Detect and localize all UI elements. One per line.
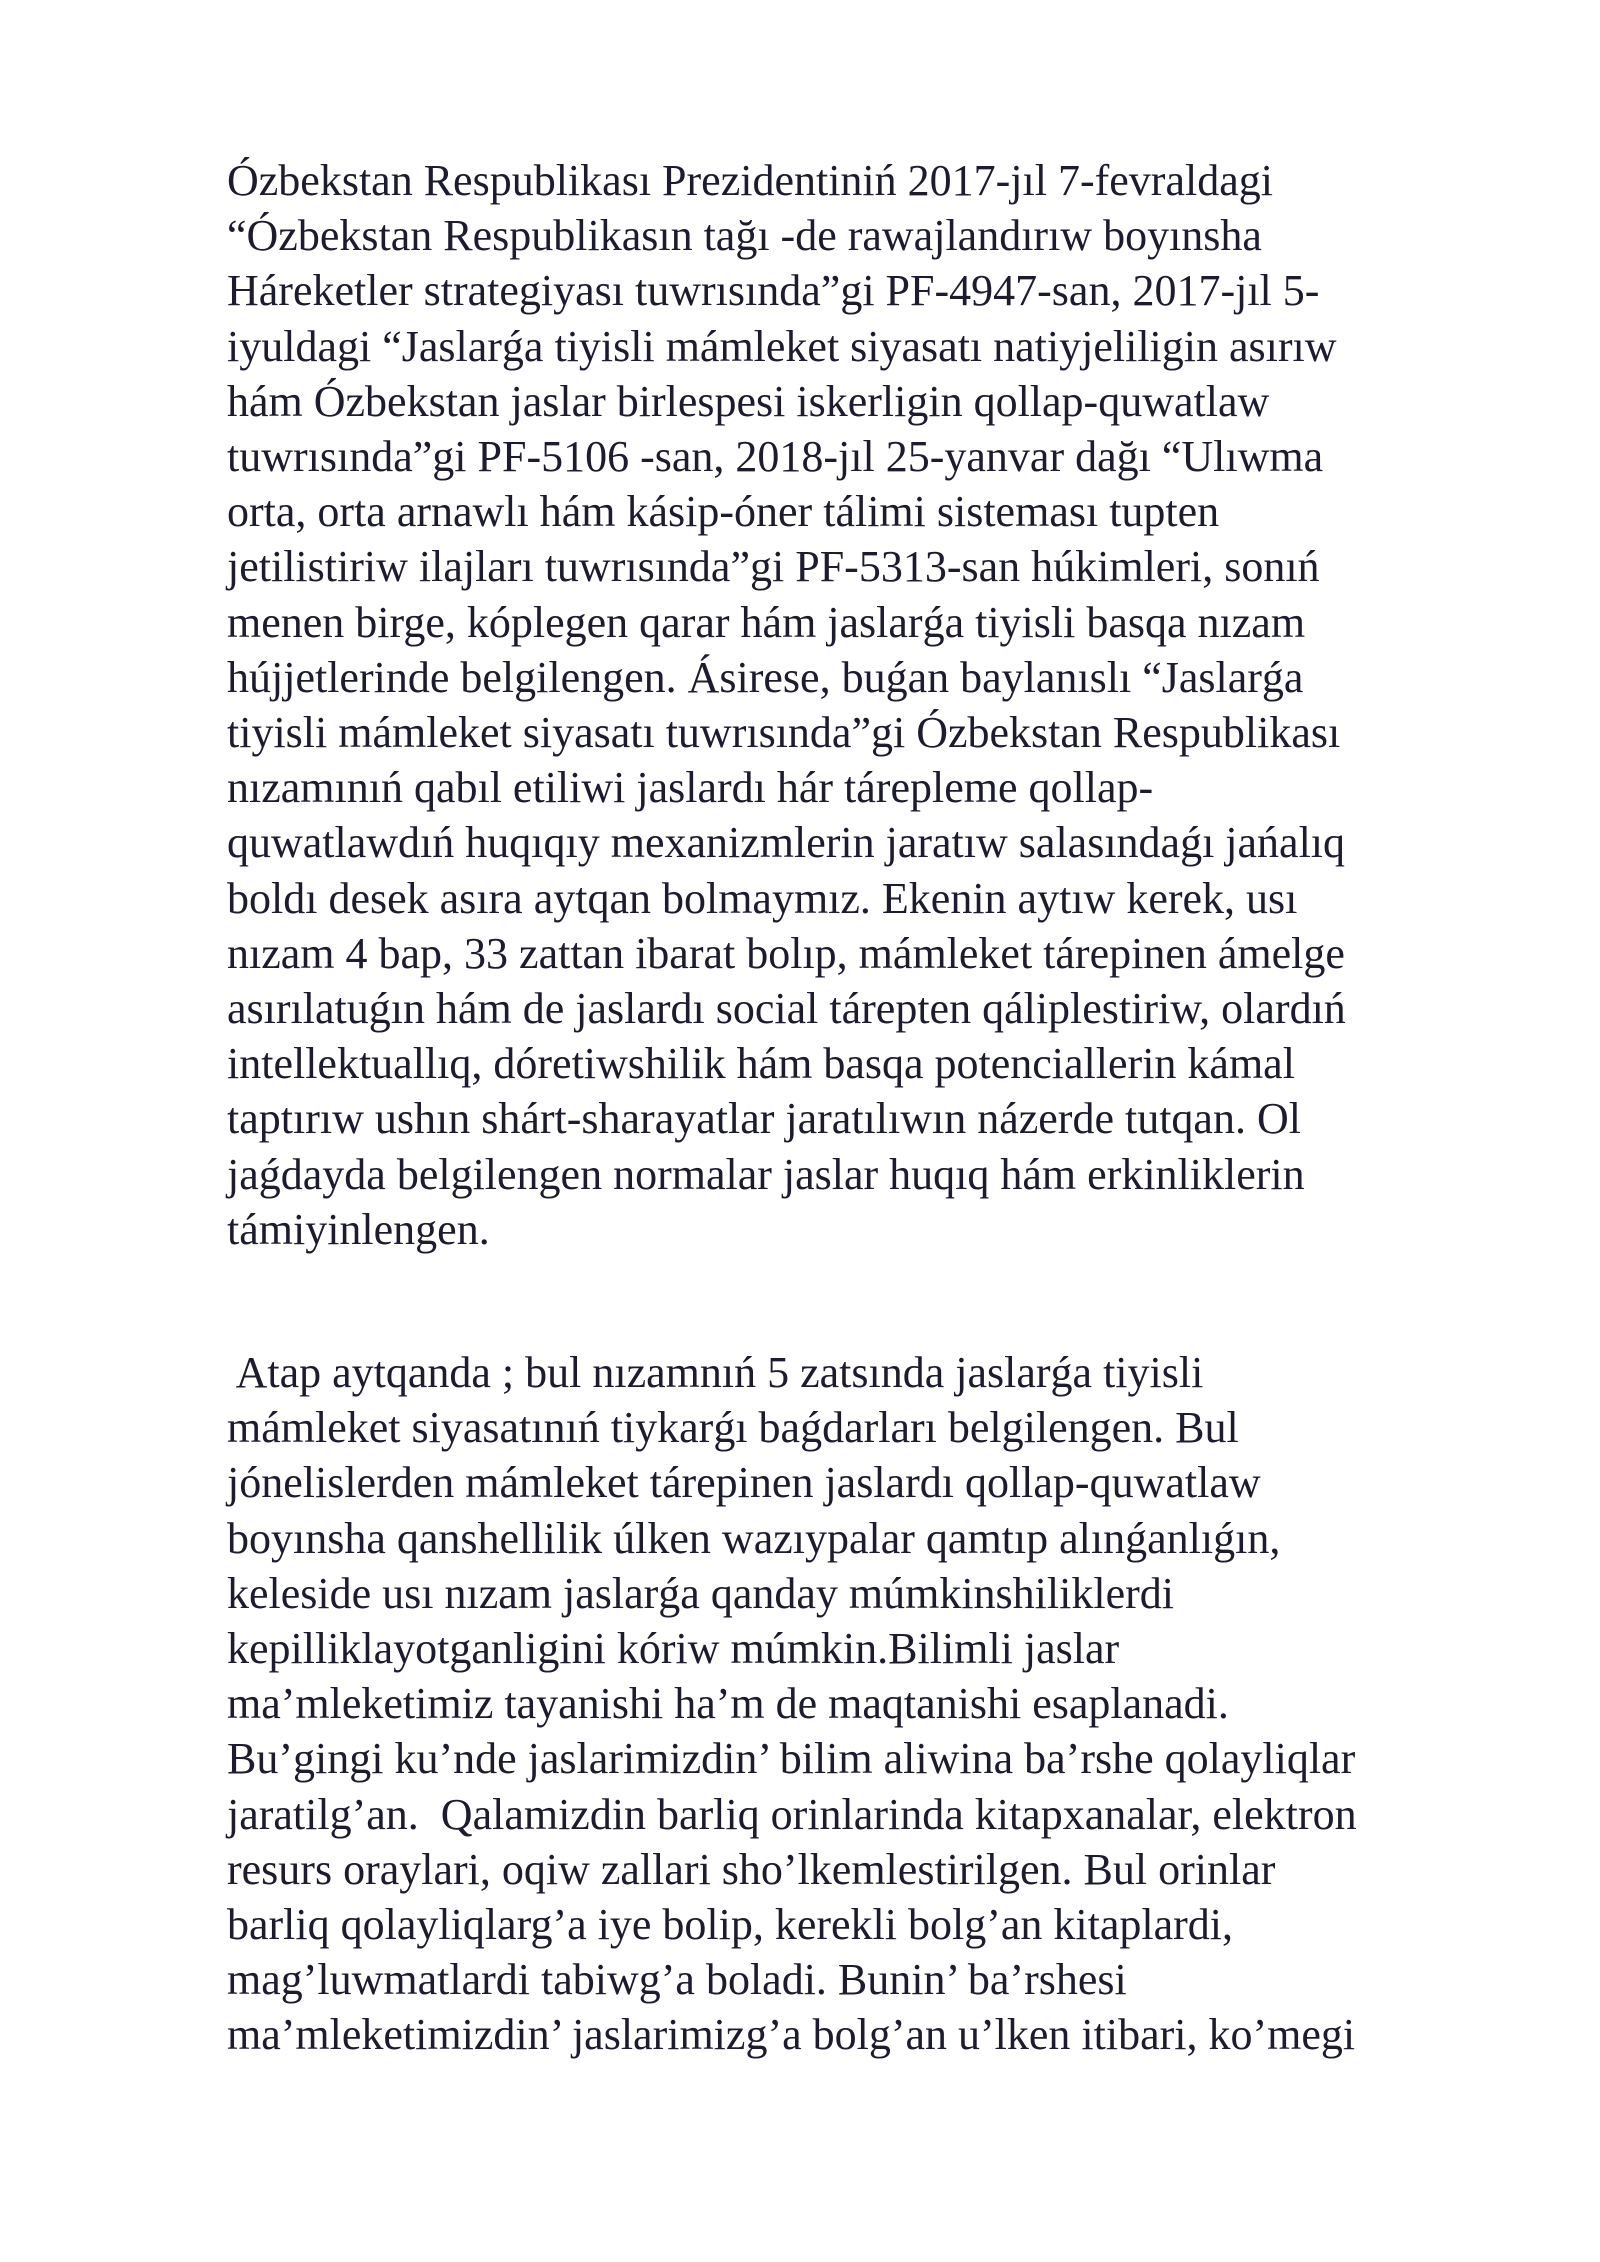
text-line: kepilliklayotganligini kóriw múmkin.Bilimli jaslar: [227, 1624, 1120, 1674]
text-line: ma’mleketimiz tayanishi ha’m de maqtanishi esaplanadi.: [227, 1679, 1229, 1729]
text-line: orta, orta arnawlı hám kásip-óner tálimi sisteması tupten: [227, 487, 1220, 537]
text-line: “Ózbekstan Respublikasın tağı -de rawajlandırıw boyınsha: [227, 211, 1262, 261]
text-line: ma’mleketimizdin’ jaslarimizg’a bolg’an u’lken itibari, ko’megi: [227, 2010, 1356, 2060]
text-line: menen birge, kóplegen qarar hám jaslarǵa tiyisli basqa nızam: [227, 597, 1306, 647]
text-line: mag’luwmatlardi tabiwg’a boladi. Bunin’ ba’rshesi: [227, 1955, 1127, 2005]
text-line: taptırıw ushın shárt-sharayatlar jaratılıwın názerde tutqan. Ol: [227, 1094, 1301, 1144]
text-line: Atap aytqanda ; bul nızamnıń 5 zatsında jaslarǵa tiyisli: [227, 1348, 1204, 1397]
text-line: tuwrısında”gi PF-5106 -san, 2018-jıl 25-yanvar dağı “Ulıwma: [227, 432, 1324, 482]
text-line: nızam 4 bap, 33 zattan ibarat bolıp, mámleket tárepinen ámelge: [227, 928, 1345, 978]
text-line: jaratilg’an. Qalamizdin barliq orinlarinda kitapxanalar, elektron: [227, 1789, 1357, 1839]
text-line: resurs oraylari, oqiw zallari sho’lkemlestirilgen. Bul orinlar: [227, 1844, 1276, 1894]
text-line: jetilistiriw ilajları tuwrısında”gi PF-5313-san húkimleri, sonıń: [227, 542, 1320, 592]
text-line: boldı desek asıra aytqan bolmaymız. Ekenin aytıw kerek, usı: [227, 873, 1298, 923]
text-line: asırılatuǵın hám de jaslardı social tárepten qáliplestiriw, olardıń: [227, 984, 1346, 1034]
text-line: barliq qolayliqlarg’a iye bolip, kerekli bolg’an kitaplardi,: [227, 1900, 1234, 1950]
text-line: támiyinlengen.: [227, 1204, 490, 1254]
text-line: Bu’gingi ku’nde jaslarimizdin’ bilim aliwina ba’rshe qolayliqlar: [227, 1734, 1356, 1784]
text-line: intellektuallıq, dóretiwshilik hám basqa potenciallerin kámal: [227, 1039, 1295, 1089]
text-line: mámleket siyasatınıń tiykarǵı baǵdarları belgilengen. Bul: [227, 1403, 1239, 1453]
text-line: hám Ózbekstan jaslar birlespesi iskerligin qollap-quwatlaw: [227, 376, 1270, 426]
text-line: iyuldagi “Jaslarǵa tiyisli mámleket siyasatı natiyjeliligin asırıw: [227, 321, 1337, 371]
text-line: tiyisli mámleket siyasatı tuwrısında”gi Ózbekstan Respublikası: [227, 708, 1341, 758]
text-line: jaǵdayda belgilengen normalar jaslar huqıq hám erkinliklerin: [227, 1149, 1305, 1199]
text-line: jónelislerden mámleket tárepinen jaslardı qollap-quwatlaw: [227, 1458, 1261, 1508]
paragraph-2: [227, 1345, 1527, 2063]
text-line: boyınsha qanshellilik úlken wazıypalar qamtıp alınǵanlıǵın,: [227, 1513, 1281, 1563]
text-line: keleside usı nızam jaslarǵa qanday múmkinshiliklerdi: [227, 1568, 1174, 1618]
text-line: Ózbekstan Respublikası Prezidentiniń 2017-jıl 7-fevraldagi: [227, 156, 1273, 205]
text-line: hújjetlerinde belgilengen. Ásirese, buǵan baylanıslı “Jaslarǵa: [227, 652, 1304, 702]
text-line: quwatlawdıń huqıqıy mexanizmlerin jaratıw salasındaǵı jańalıq: [227, 818, 1346, 868]
paragraph-1: [227, 153, 1527, 1257]
text-line: Háreketler strategiyası tuwrısında”gi PF-4947-san, 2017-jıl 5-: [227, 266, 1320, 316]
text-line: nızamınıń qabıl etiliwi jaslardı hár tárepleme qollap-: [227, 763, 1154, 813]
